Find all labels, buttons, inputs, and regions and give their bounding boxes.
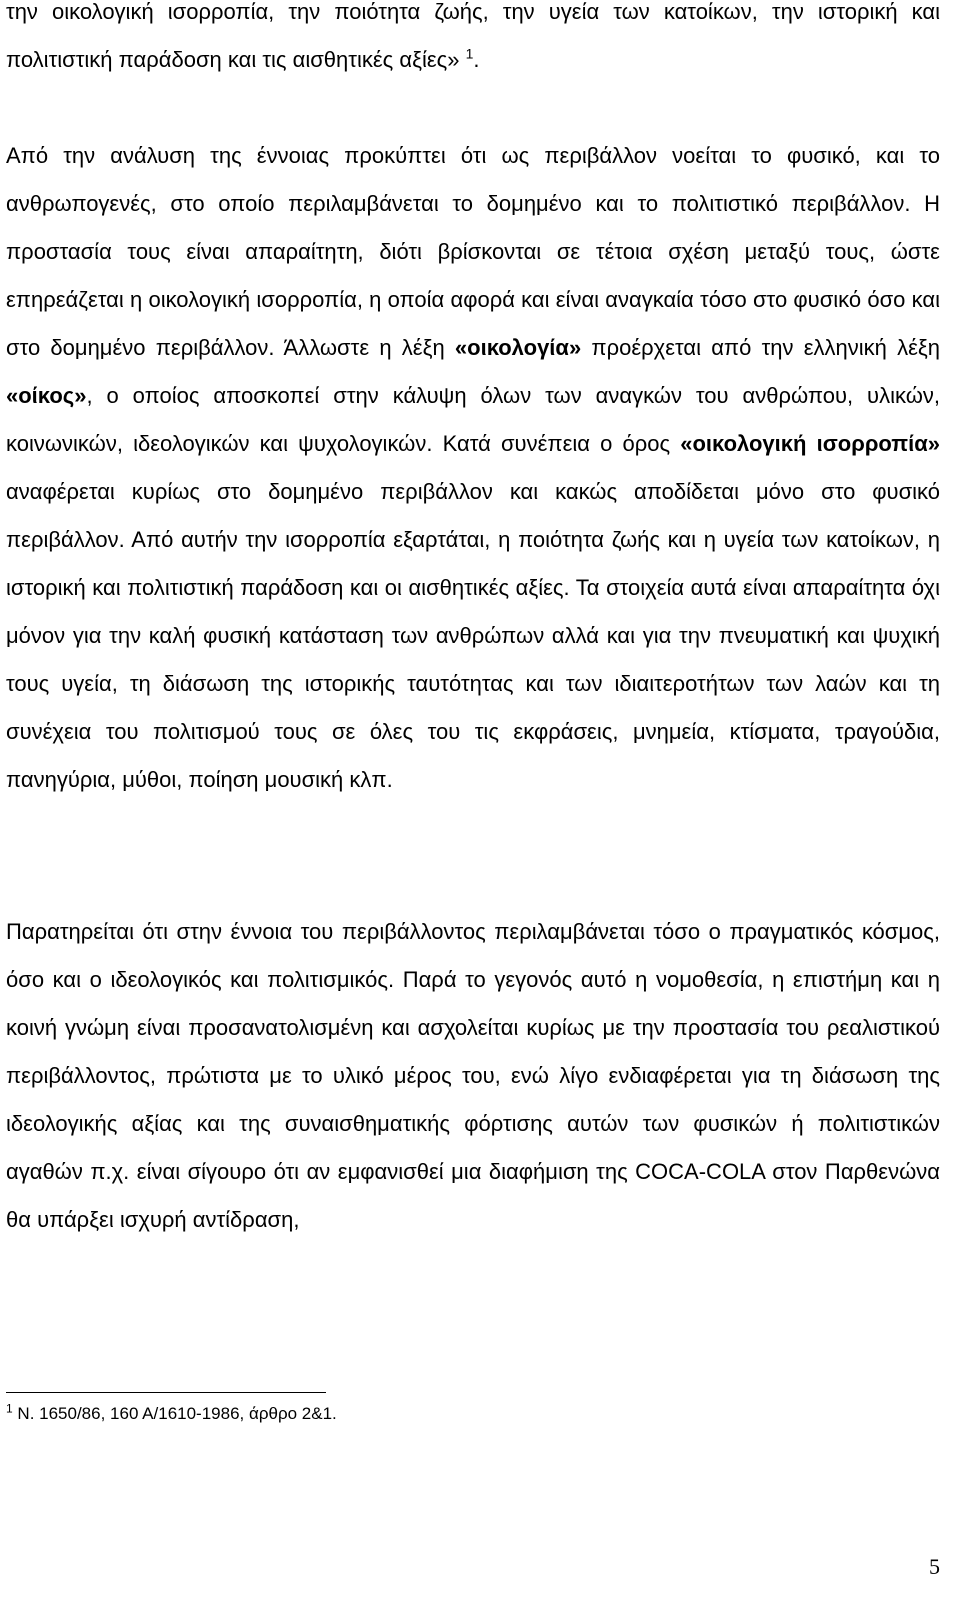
footnote-text: Ν. 1650/86, 160 Α/1610-1986, άρθρο 2&1. bbox=[12, 1404, 337, 1423]
paragraph-2-part-4: αναφέρεται κυρίως στο δομημένο περιβάλλον και κακώς αποδίδεται μόνο στο φυσικό περιβάλλον. Από αυτήν την ισορροπία εξαρτάται, η ποιότητα ζωής και η υγεία των κατοίκων, η ιστορική και πολιτιστική παράδοση και οι αισθητικές αξίες. Τα στοιχεία αυτά είναι απαραίτητα όχι μόνον για την καλή φυσική κατάσταση των ανθρώπων αλλά και για την πνευματική και ψυχική τους υγεία, τη διάσωση της ιστορικής ταυτότητας και των ιδιαιτεροτήτων των λαών και τη συνέχεια του πολιτισμού τους σε όλες του τις εκφράσεις, μνημεία, κτίσματα, τραγούδια, πανηγύρια, μύθοι, ποίηση μουσική κλπ. bbox=[6, 479, 940, 792]
page-number: 5 bbox=[929, 1554, 940, 1579]
footnote-number: 1 bbox=[6, 1401, 13, 1416]
paragraph-2-part-2: προέρχεται από την ελληνική λέξη bbox=[581, 335, 940, 360]
paragraph-continued bbox=[6, 0, 940, 84]
paragraph-1-end: . bbox=[473, 47, 480, 72]
bold-term-oikologiki-isorropia: «οικολογική ισορροπία» bbox=[680, 431, 940, 456]
paragraph-1-text: την οικολογική ισορροπία, την ποιότητα ζωής, την υγεία των κατοίκων, την ιστορική και πολιτιστική παράδοση και τις αισθητικές αξίες» bbox=[6, 0, 940, 72]
bold-term-oikologia: «οικολογία» bbox=[454, 335, 582, 360]
paragraph-environment-definition bbox=[6, 132, 940, 804]
paragraph-observation: Παρατηρείται ότι στην έννοια του περιβάλλοντος περιλαμβάνεται τόσο ο πραγματικός κόσμος, όσο και ο ιδεολογικός και πολιτισμικός. Παρά το γεγονός αυτό η νομοθεσία, η επιστήμη και η κοινή γνώμη είναι προσανατολισμένη και ασχολείται κυρίως με την προστασία του ρεαλιστικού περιβάλλοντος, πρώτιστα με το υλικό μέρος του, ενώ λίγο ενδιαφέρεται για τη διάσωση της ιδεολογικής αξίας και της συναισθηματικής φόρτισης αυτών των φυσικών ή πολιτιστικών αγαθών π.χ. είναι σίγουρο ότι αν εμφανισθεί μια διαφήμιση της COCA-COLA στον Παρθενώνα θα υπάρξει ισχυρή αντίδραση, bbox=[6, 919, 940, 1232]
document-page bbox=[6, 0, 940, 1601]
paragraph-2-part-3: , ο οποίος αποσκοπεί στην κάλυψη όλων των αναγκών του ανθρώπου, υλικών, κοινωνικών, ιδεολογικών και ψυχολογικών. Κατά συνέπεια ο όρος bbox=[6, 383, 940, 456]
footnote bbox=[6, 1402, 337, 1426]
bold-term-oikos: «οίκος» bbox=[6, 383, 87, 408]
footnote-reference[interactable]: 1 bbox=[465, 45, 474, 62]
footnote-separator bbox=[6, 1392, 326, 1393]
paragraph-2-part-1: Από την ανάλυση της έννοιας προκύπτει ότι ως περιβάλλον νοείται το φυσικό, και το ανθρωπογενές, στο οποίο περιλαμβάνεται το δομημένο και το πολιτιστικό περιβάλλον. Η προστασία τους είναι απαραίτητη, διότι βρίσκονται σε τέτοια σχέση μεταξύ τους, ώστε επηρεάζεται η οικολογική ισορροπία, η οποία αφορά και είναι αναγκαία τόσο στο φυσικό όσο και στο δομημένο περιβάλλον. Άλλωστε η λέξη bbox=[6, 143, 940, 360]
